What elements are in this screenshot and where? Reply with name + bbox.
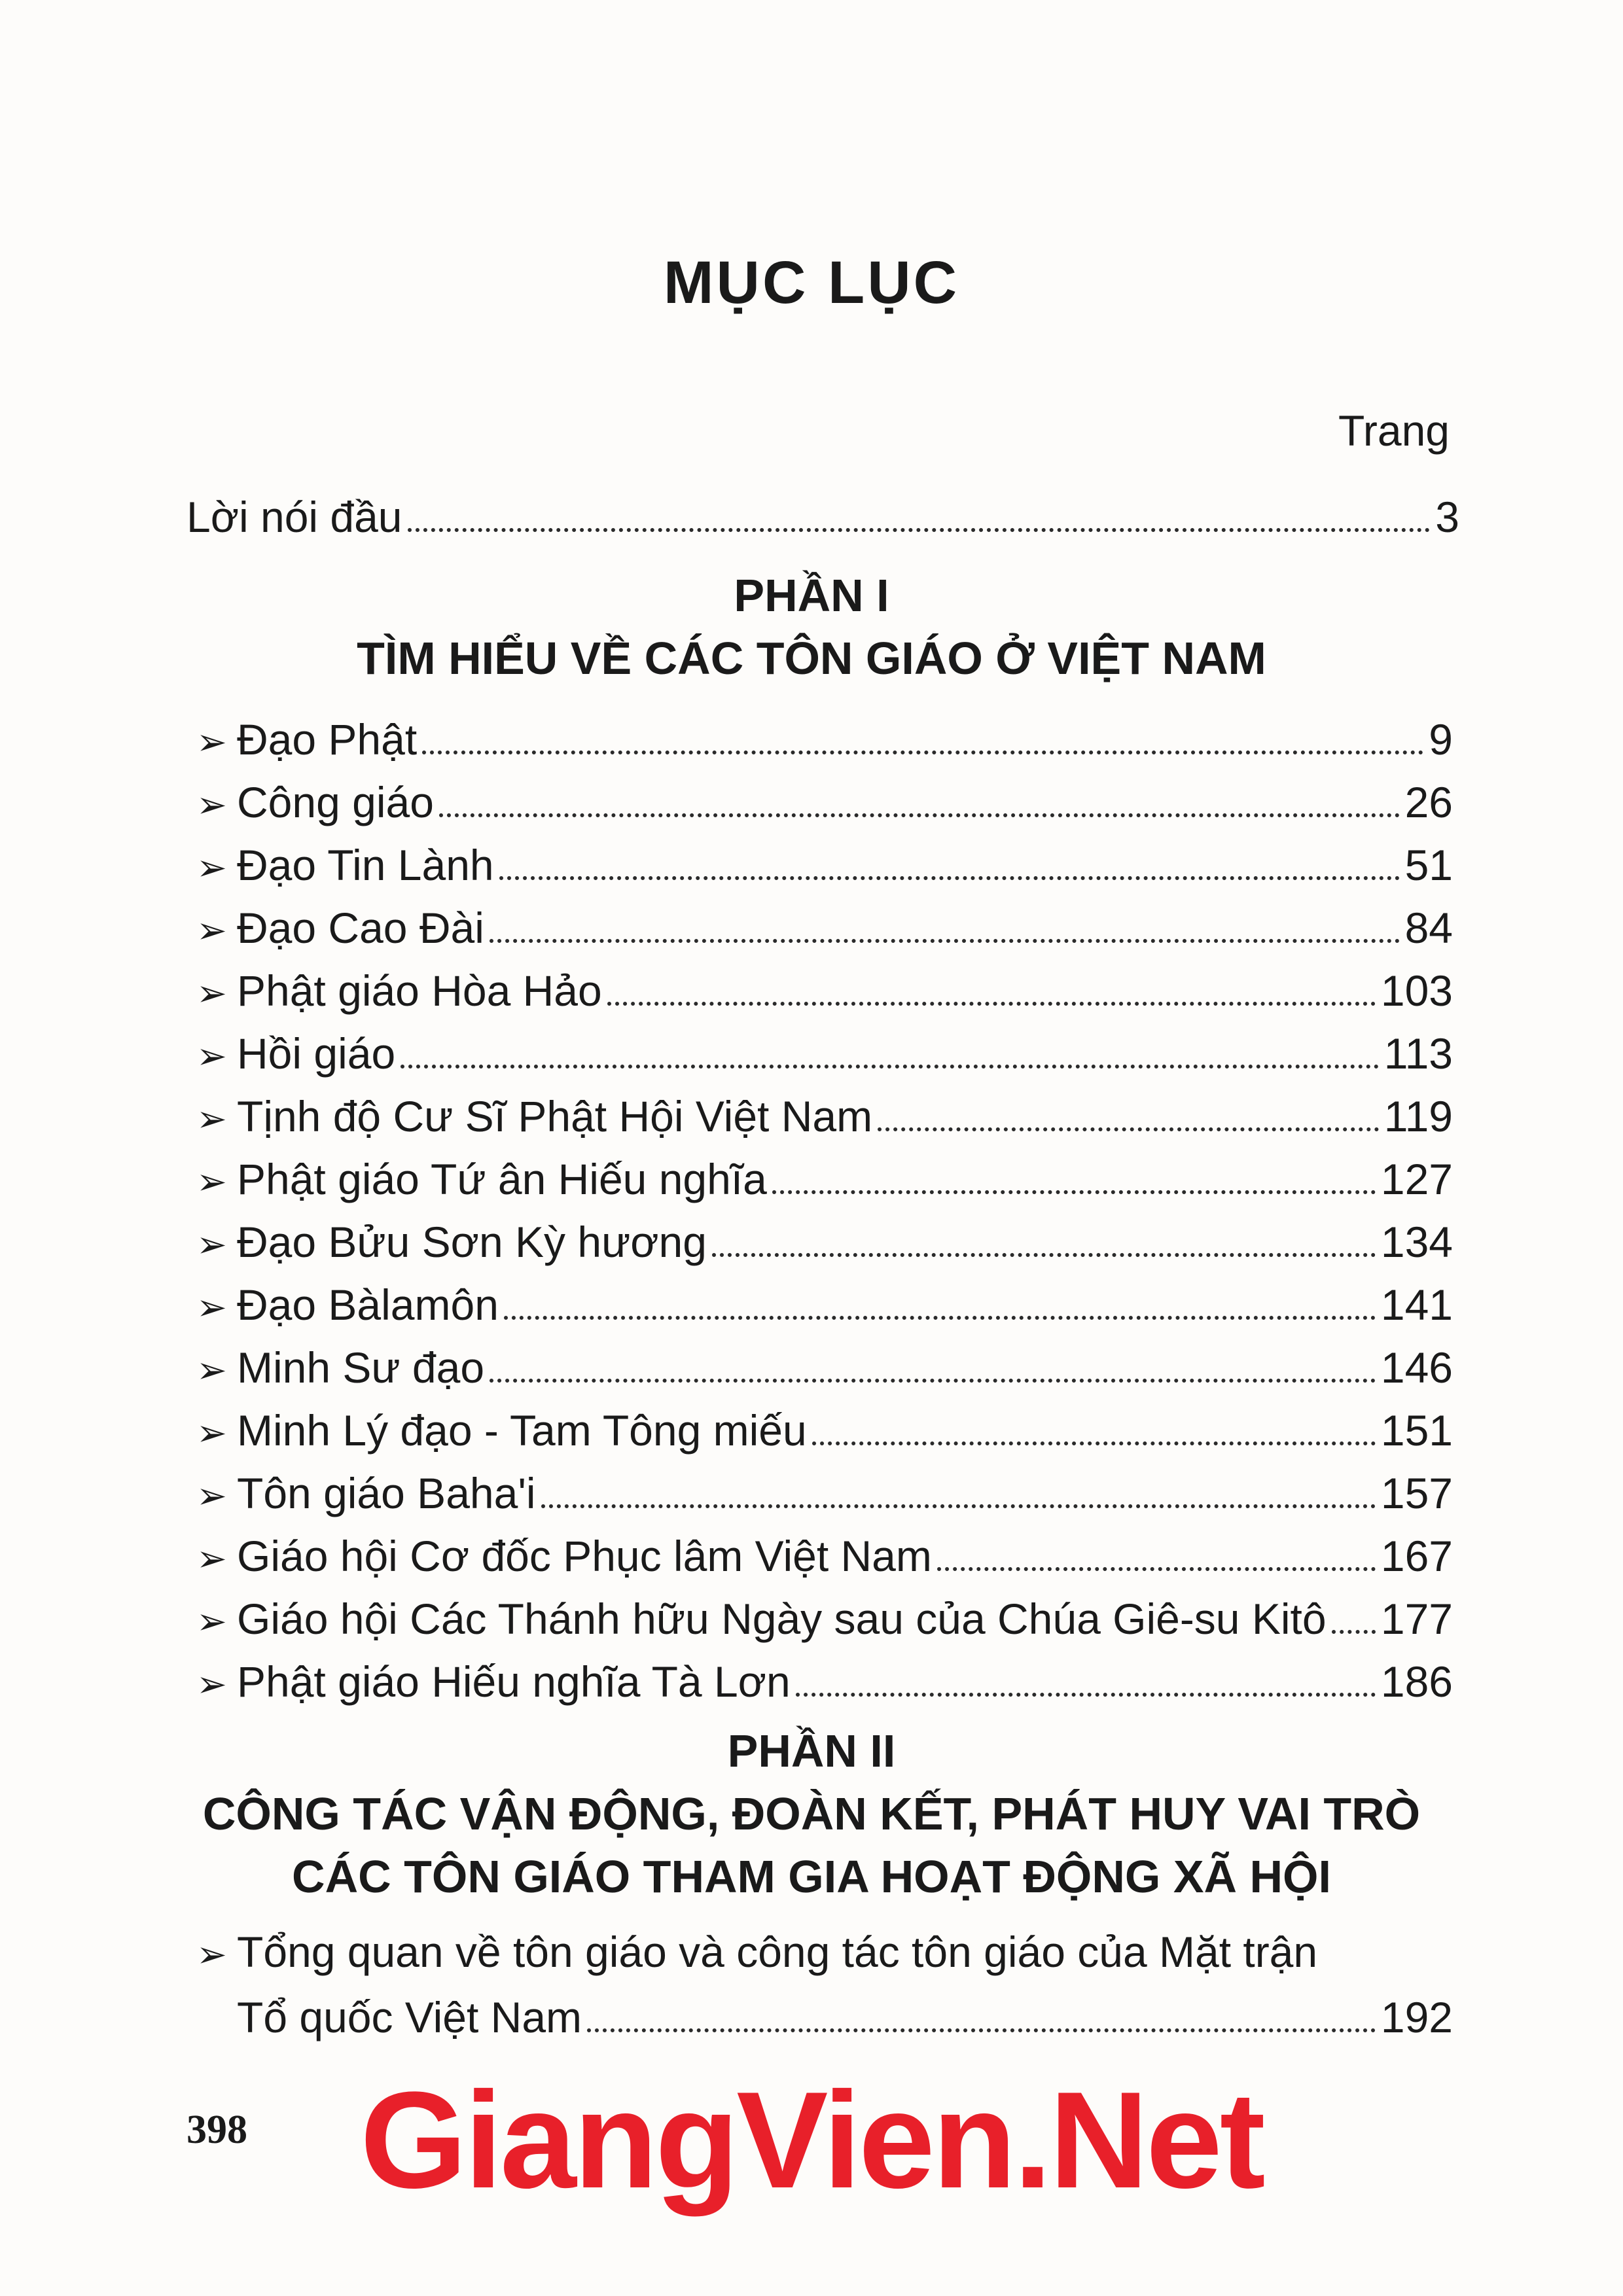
toc-entry-page: 177	[1380, 1595, 1453, 1643]
arrow-bullet-icon: ➢	[196, 721, 227, 762]
dot-leader	[878, 1127, 1379, 1131]
toc-entry-label: Đạo Cao Đài	[237, 904, 484, 952]
toc-entry-page: 186	[1380, 1657, 1453, 1706]
toc-entry[interactable]	[196, 1404, 1453, 1457]
toc-entry-overview[interactable]	[196, 1920, 1453, 2049]
part2-heading: PHẦN II	[727, 1725, 896, 1776]
arrow-bullet-icon: ➢	[196, 910, 227, 951]
part2-subtitle-line1: CÔNG TÁC VẬN ĐỘNG, ĐOÀN KẾT, PHÁT HUY VAI TRÒ	[202, 1788, 1421, 1839]
toc-entry[interactable]	[196, 1090, 1453, 1142]
toc-entry-label: Lời nói đầu	[187, 493, 402, 541]
toc-entry-page: 157	[1380, 1469, 1453, 1517]
toc-entry-label: Đạo Phật	[237, 715, 418, 764]
toc-entry-page: 141	[1380, 1280, 1453, 1329]
toc-entry-label: Phật giáo Hòa Hảo	[237, 966, 602, 1015]
toc-entry-page: 113	[1383, 1029, 1453, 1078]
toc-entry-label-line2: Tổ quốc Việt Nam	[237, 1993, 582, 2041]
toc-entry-page: 127	[1380, 1155, 1453, 1203]
toc-entry[interactable]	[196, 1341, 1453, 1394]
toc-entry-page: 51	[1404, 841, 1453, 889]
toc-entry-page: 9	[1429, 715, 1453, 764]
dot-leader	[439, 813, 1400, 817]
toc-entry-label: Giáo hội Các Thánh hữu Ngày sau của Chúa Giê-su Kitô	[237, 1595, 1327, 1643]
toc-entry-label: Tôn giáo Baha'i	[237, 1469, 536, 1517]
dot-leader	[937, 1567, 1376, 1571]
toc-entry-label: Đạo Bửu Sơn Kỳ hương	[237, 1218, 707, 1266]
toc-entry[interactable]	[196, 1530, 1453, 1582]
arrow-bullet-icon: ➢	[196, 1934, 227, 1975]
toc-entry[interactable]	[196, 1153, 1453, 1205]
toc-entry[interactable]	[196, 1027, 1453, 1080]
toc-entry-preface[interactable]	[187, 491, 1459, 543]
toc-entry-label: Hồi giáo	[237, 1029, 396, 1078]
part1-heading: PHẦN I	[734, 570, 889, 621]
toc-entry-label: Phật giáo Hiếu nghĩa Tà Lơn	[237, 1657, 791, 1706]
arrow-bullet-icon: ➢	[196, 784, 227, 825]
toc-entry-page: 26	[1404, 778, 1453, 826]
dot-leader	[812, 1441, 1376, 1445]
dot-leader	[408, 528, 1431, 532]
arrow-bullet-icon: ➢	[196, 1412, 227, 1453]
arrow-bullet-icon: ➢	[196, 972, 227, 1014]
arrow-bullet-icon: ➢	[196, 1349, 227, 1390]
dot-leader	[490, 939, 1400, 943]
toc-entry-label: Giáo hội Cơ đốc Phục lâm Việt Nam	[237, 1532, 932, 1580]
toc-entry-label: Đạo Tin Lành	[237, 841, 494, 889]
toc-entry[interactable]	[196, 1593, 1453, 1645]
dot-leader	[796, 1693, 1376, 1697]
part2-subtitle-line2: CÁC TÔN GIÁO THAM GIA HOẠT ĐỘNG XÃ HỘI	[292, 1851, 1331, 1902]
arrow-bullet-icon: ➢	[196, 1098, 227, 1139]
page-title: MỤC LỤC	[663, 249, 960, 316]
toc-entry-label: Đạo Bàlamôn	[237, 1280, 499, 1329]
toc-entry-page: 192	[1380, 1993, 1453, 2041]
toc-entry-page: 134	[1380, 1218, 1453, 1266]
dot-leader	[490, 1379, 1376, 1383]
toc-entry-page: 103	[1380, 966, 1453, 1015]
dot-leader	[772, 1190, 1376, 1194]
toc-entry-label: Phật giáo Tứ ân Hiếu nghĩa	[237, 1155, 767, 1203]
toc-entry[interactable]	[196, 776, 1453, 828]
toc-entry[interactable]	[196, 964, 1453, 1017]
dot-leader	[401, 1065, 1379, 1069]
dot-leader	[1332, 1630, 1376, 1634]
arrow-bullet-icon: ➢	[196, 1538, 227, 1579]
toc-entry-label-line1: Tổng quan về tôn giáo và công tác tôn giáo của Mặt trận	[237, 1928, 1318, 1976]
part1-subtitle: TÌM HIỂU VỀ CÁC TÔN GIÁO Ở VIỆT NAM	[357, 633, 1266, 684]
arrow-bullet-icon: ➢	[196, 1600, 227, 1642]
dot-leader	[712, 1253, 1376, 1257]
toc-entry-page: 84	[1404, 904, 1453, 952]
toc-entry-label: Minh Lý đạo - Tam Tông miếu	[237, 1406, 807, 1455]
arrow-bullet-icon: ➢	[196, 1035, 227, 1076]
dot-leader	[422, 751, 1423, 754]
dot-leader	[504, 1316, 1376, 1320]
arrow-bullet-icon: ➢	[196, 1286, 227, 1328]
toc-entry-label: Minh Sư đạo	[237, 1343, 485, 1392]
dot-leader	[587, 2028, 1376, 2032]
page-number: 398	[187, 2108, 247, 2152]
toc-entry[interactable]	[196, 1467, 1453, 1519]
toc-entry[interactable]	[196, 1216, 1453, 1268]
watermark-logo: GiangVien.Net	[360, 2063, 1263, 2217]
toc-entry-page: 146	[1380, 1343, 1453, 1392]
arrow-bullet-icon: ➢	[196, 1224, 227, 1265]
toc-entry[interactable]	[196, 713, 1453, 766]
toc-entry-label: Công giáo	[237, 778, 434, 826]
arrow-bullet-icon: ➢	[196, 1161, 227, 1202]
toc-entry-page: 167	[1380, 1532, 1453, 1580]
toc-entry[interactable]	[196, 902, 1453, 954]
toc-entry-label: Tịnh độ Cư Sĩ Phật Hội Việt Nam	[237, 1092, 873, 1140]
arrow-bullet-icon: ➢	[196, 1475, 227, 1516]
toc-entry[interactable]	[196, 1655, 1453, 1708]
toc-entry-page: 119	[1383, 1092, 1453, 1140]
dot-leader	[499, 876, 1400, 880]
toc-entry[interactable]	[196, 1279, 1453, 1331]
page-column-label: Trang	[1338, 406, 1450, 455]
toc-entry[interactable]	[196, 839, 1453, 891]
arrow-bullet-icon: ➢	[196, 847, 227, 888]
toc-entry-page: 151	[1380, 1406, 1453, 1455]
toc-entry-page: 3	[1435, 493, 1459, 541]
dot-leader	[541, 1504, 1376, 1508]
arrow-bullet-icon: ➢	[196, 1663, 227, 1704]
dot-leader	[607, 1002, 1376, 1006]
